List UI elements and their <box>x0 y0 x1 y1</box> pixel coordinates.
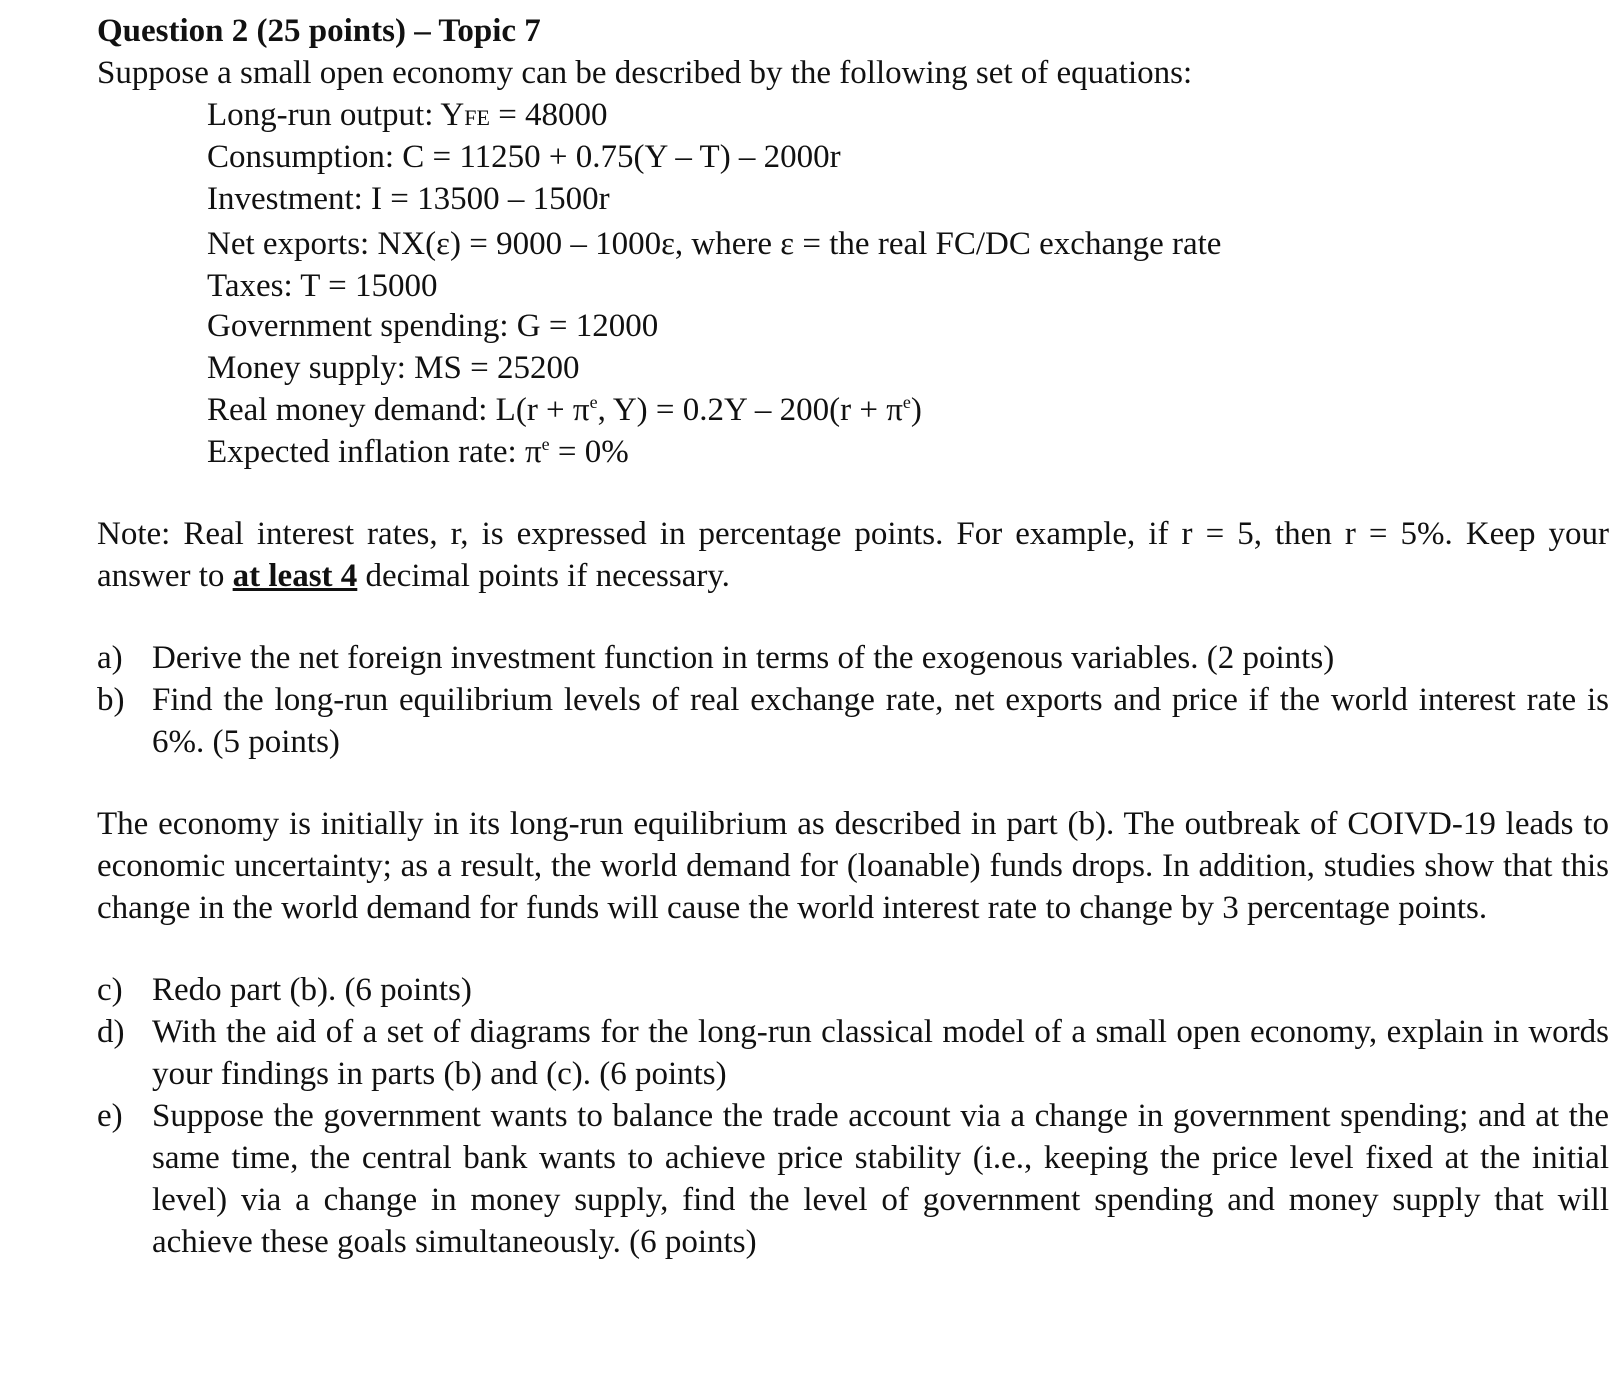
question-item-c: c) Redo part (b). (6 points) <box>97 972 472 1008</box>
question-item-b: b) Find the long-run equilibrium levels of real exchange rate, net exports and price if the world interest rate is 6%. (5 points) <box>97 682 1609 760</box>
equation-taxes: Taxes: T = 15000 <box>207 268 438 304</box>
question-list-first <box>97 637 1609 763</box>
question-list-second <box>97 969 1609 1263</box>
equation-investment: Investment: I = 13500 – 1500r <box>207 181 610 217</box>
intro-text: Suppose a small open economy can be described by the following set of equations: <box>97 55 1193 91</box>
equation-government-spending: Government spending: G = 12000 <box>207 308 659 344</box>
note-paragraph: Note: Real interest rates, r, is expressed in percentage points. For example, if r = 5, then r = 5%. Keep your answer to at least 4 decimal points if necessary. <box>97 516 1609 594</box>
question-title: Question 2 (25 points) – Topic 7 <box>97 13 541 49</box>
question-item-e: e) Suppose the government wants to balance the trade account via a change in government spending; and at the same time, the central bank wants to achieve price stability (i.e., keeping the price level fixed at the initial level) via a change in money supply, find the level of government spending and money supply that will achieve these goals simultaneously. (6 points) <box>97 1098 1609 1260</box>
question-item-a: a) Derive the net foreign investment function in terms of the exogenous variables. (2 points) <box>97 640 1335 676</box>
scenario-paragraph: The economy is initially in its long-run equilibrium as described in part (b). The outbreak of COIVD-19 leads to economic uncertainty; as a result, the world demand for (loanable) funds drops. In addition, studies show that this change in the world demand for funds will cause the world interest rate to change by 3 percentage points. <box>97 806 1609 926</box>
question-item-d: d) With the aid of a set of diagrams for the long-run classical model of a small open economy, explain in words your findings in parts (b) and (c). (6 points) <box>97 1014 1609 1092</box>
equation-long-run-output: Long-run output: YFE = 48000 <box>207 97 608 133</box>
equation-money-demand: Real money demand: $L(r + \pi^e$, $Y) = 0.2Y - 200(r + \pi^e)$ <box>207 392 922 428</box>
note-emphasis: at least 4 <box>232 558 358 594</box>
equation-consumption: Consumption: C = 11250 + 0.75(Y – T) – 2000r <box>207 139 841 175</box>
question-document <box>97 10 1609 1263</box>
equation-money-supply: Money supply: MS = 25200 <box>207 350 580 386</box>
equation-net-exports: Net exports: NX(ε) = 9000 – 1000ε, where ε = the real FC/DC exchange rate <box>207 226 1222 262</box>
equation-expected-inflation: Expected inflation rate: $\pi^e = 0\%$ <box>207 434 629 470</box>
equation-list <box>97 94 1609 473</box>
